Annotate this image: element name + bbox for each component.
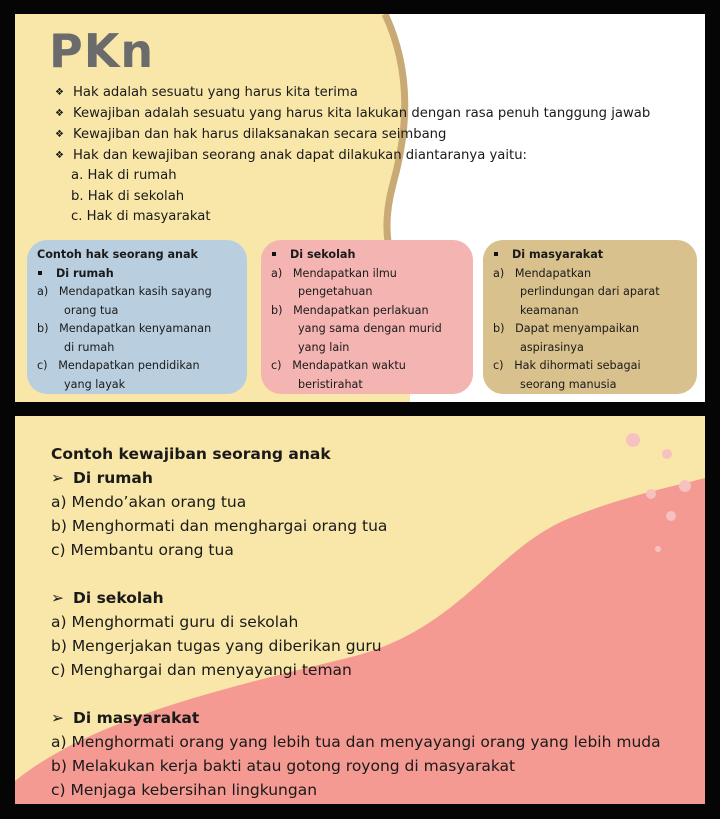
card-heading: Contoh hak seorang anak xyxy=(37,248,198,261)
diamond-bullet-icon: ❖ xyxy=(55,108,64,119)
page-title: PKn xyxy=(49,24,155,78)
list-item: a) Menghormati guru di sekolah xyxy=(51,613,299,631)
list-item: a) Menghormati orang yang lebih tua dan menyayangi orang yang lebih muda xyxy=(51,733,661,751)
bullet-item: ❖ Kewajiban dan hak harus dilaksanakan secara seimbang xyxy=(51,124,701,145)
arrow-bullet-icon: ➢ xyxy=(51,709,64,727)
card-rights-community: Di masyarakat a) Mendapatkan perlindungan dari aparat keamanan b) Dapat menyampaikan aspirasinya c) Hak dihormati sebagai seorang manusia xyxy=(483,240,697,394)
sub-item: a. Hak di rumah xyxy=(71,168,177,183)
subsection-title: ➢ Di sekolah xyxy=(51,586,661,610)
card-subheading: Di masyarakat xyxy=(512,248,604,261)
card-line: c) Mendapatkan waktu xyxy=(271,359,406,372)
list-item: c) Menjaga kebersihan lingkungan xyxy=(51,781,318,799)
list-item: b) Menghormati dan menghargai orang tua xyxy=(51,517,388,535)
bullet-item: ❖ Kewajiban adalah sesuatu yang harus kita lakukan dengan rasa penuh tanggung jawab xyxy=(51,103,701,124)
card-line: b) Mendapatkan kenyamanan xyxy=(37,322,212,335)
list-item: a) Mendo’akan orang tua xyxy=(51,493,247,511)
card-subheading: Di rumah xyxy=(56,266,114,280)
arrow-bullet-icon: ➢ xyxy=(51,469,64,487)
sub-item: b. Hak di sekolah xyxy=(71,188,185,204)
card-line: a) Mendapatkan kasih sayang xyxy=(37,285,212,298)
arrow-bullet-icon: ➢ xyxy=(51,589,64,607)
card-line: c) Mendapatkan pendidikan xyxy=(37,359,200,372)
decor-dot xyxy=(666,511,676,521)
square-bullet-icon xyxy=(272,252,276,256)
slide-hak-anak xyxy=(15,14,705,402)
list-item: c) Menghargai dan menyayangi teman xyxy=(51,661,352,679)
card-subheading: Di sekolah xyxy=(290,248,356,261)
decor-dot xyxy=(662,449,672,459)
list-item: b) Melakukan kerja bakti atau gotong royong di masyarakat xyxy=(51,757,516,775)
diamond-bullet-icon: ❖ xyxy=(55,150,64,161)
section-heading: Contoh kewajiban seorang anak xyxy=(51,445,331,463)
diamond-bullet-icon: ❖ xyxy=(55,87,64,98)
square-bullet-icon xyxy=(38,271,42,275)
definition-bullets xyxy=(51,82,701,166)
subsection-title: ➢ Di masyarakat xyxy=(51,706,661,730)
sub-item: c. Hak di masyarakat xyxy=(71,209,211,224)
rights-sublist xyxy=(71,166,211,228)
decor-dot xyxy=(679,480,691,492)
bullet-item: ❖ Hak adalah sesuatu yang harus kita terima xyxy=(51,82,701,103)
obligations-content xyxy=(51,442,661,802)
bullet-item: ❖ Hak dan kewajiban seorang anak dapat dilakukan diantaranya yaitu: xyxy=(51,145,701,166)
card-rights-school: Di sekolah a) Mendapatkan ilmu pengetahuan b) Mendapatkan perlakuan yang sama dengan murid yang lain c) Mendapatkan waktu beristirahat xyxy=(261,240,473,394)
list-item: b) Mengerjakan tugas yang diberikan guru xyxy=(51,637,382,655)
slide-kewajiban-anak xyxy=(15,416,705,804)
list-item: c) Membantu orang tua xyxy=(51,541,234,559)
card-line: b) Mendapatkan perlakuan xyxy=(271,303,429,317)
subsection-title: ➢ Di rumah xyxy=(51,466,661,490)
card-line: c) Hak dihormati sebagai xyxy=(493,359,641,372)
card-line: b) Dapat menyampaikan xyxy=(493,322,640,335)
card-rights-home: Contoh hak seorang anak Di rumah a) Mendapatkan kasih sayang orang tua b) Mendapatkan kenyamanan di rumah c) Mendapatkan pendidikan yang layak xyxy=(27,240,247,394)
card-line: a) Mendapatkan xyxy=(493,266,592,280)
card-line: a) Mendapatkan ilmu xyxy=(271,266,397,280)
square-bullet-icon xyxy=(494,252,498,256)
diamond-bullet-icon: ❖ xyxy=(55,129,64,140)
